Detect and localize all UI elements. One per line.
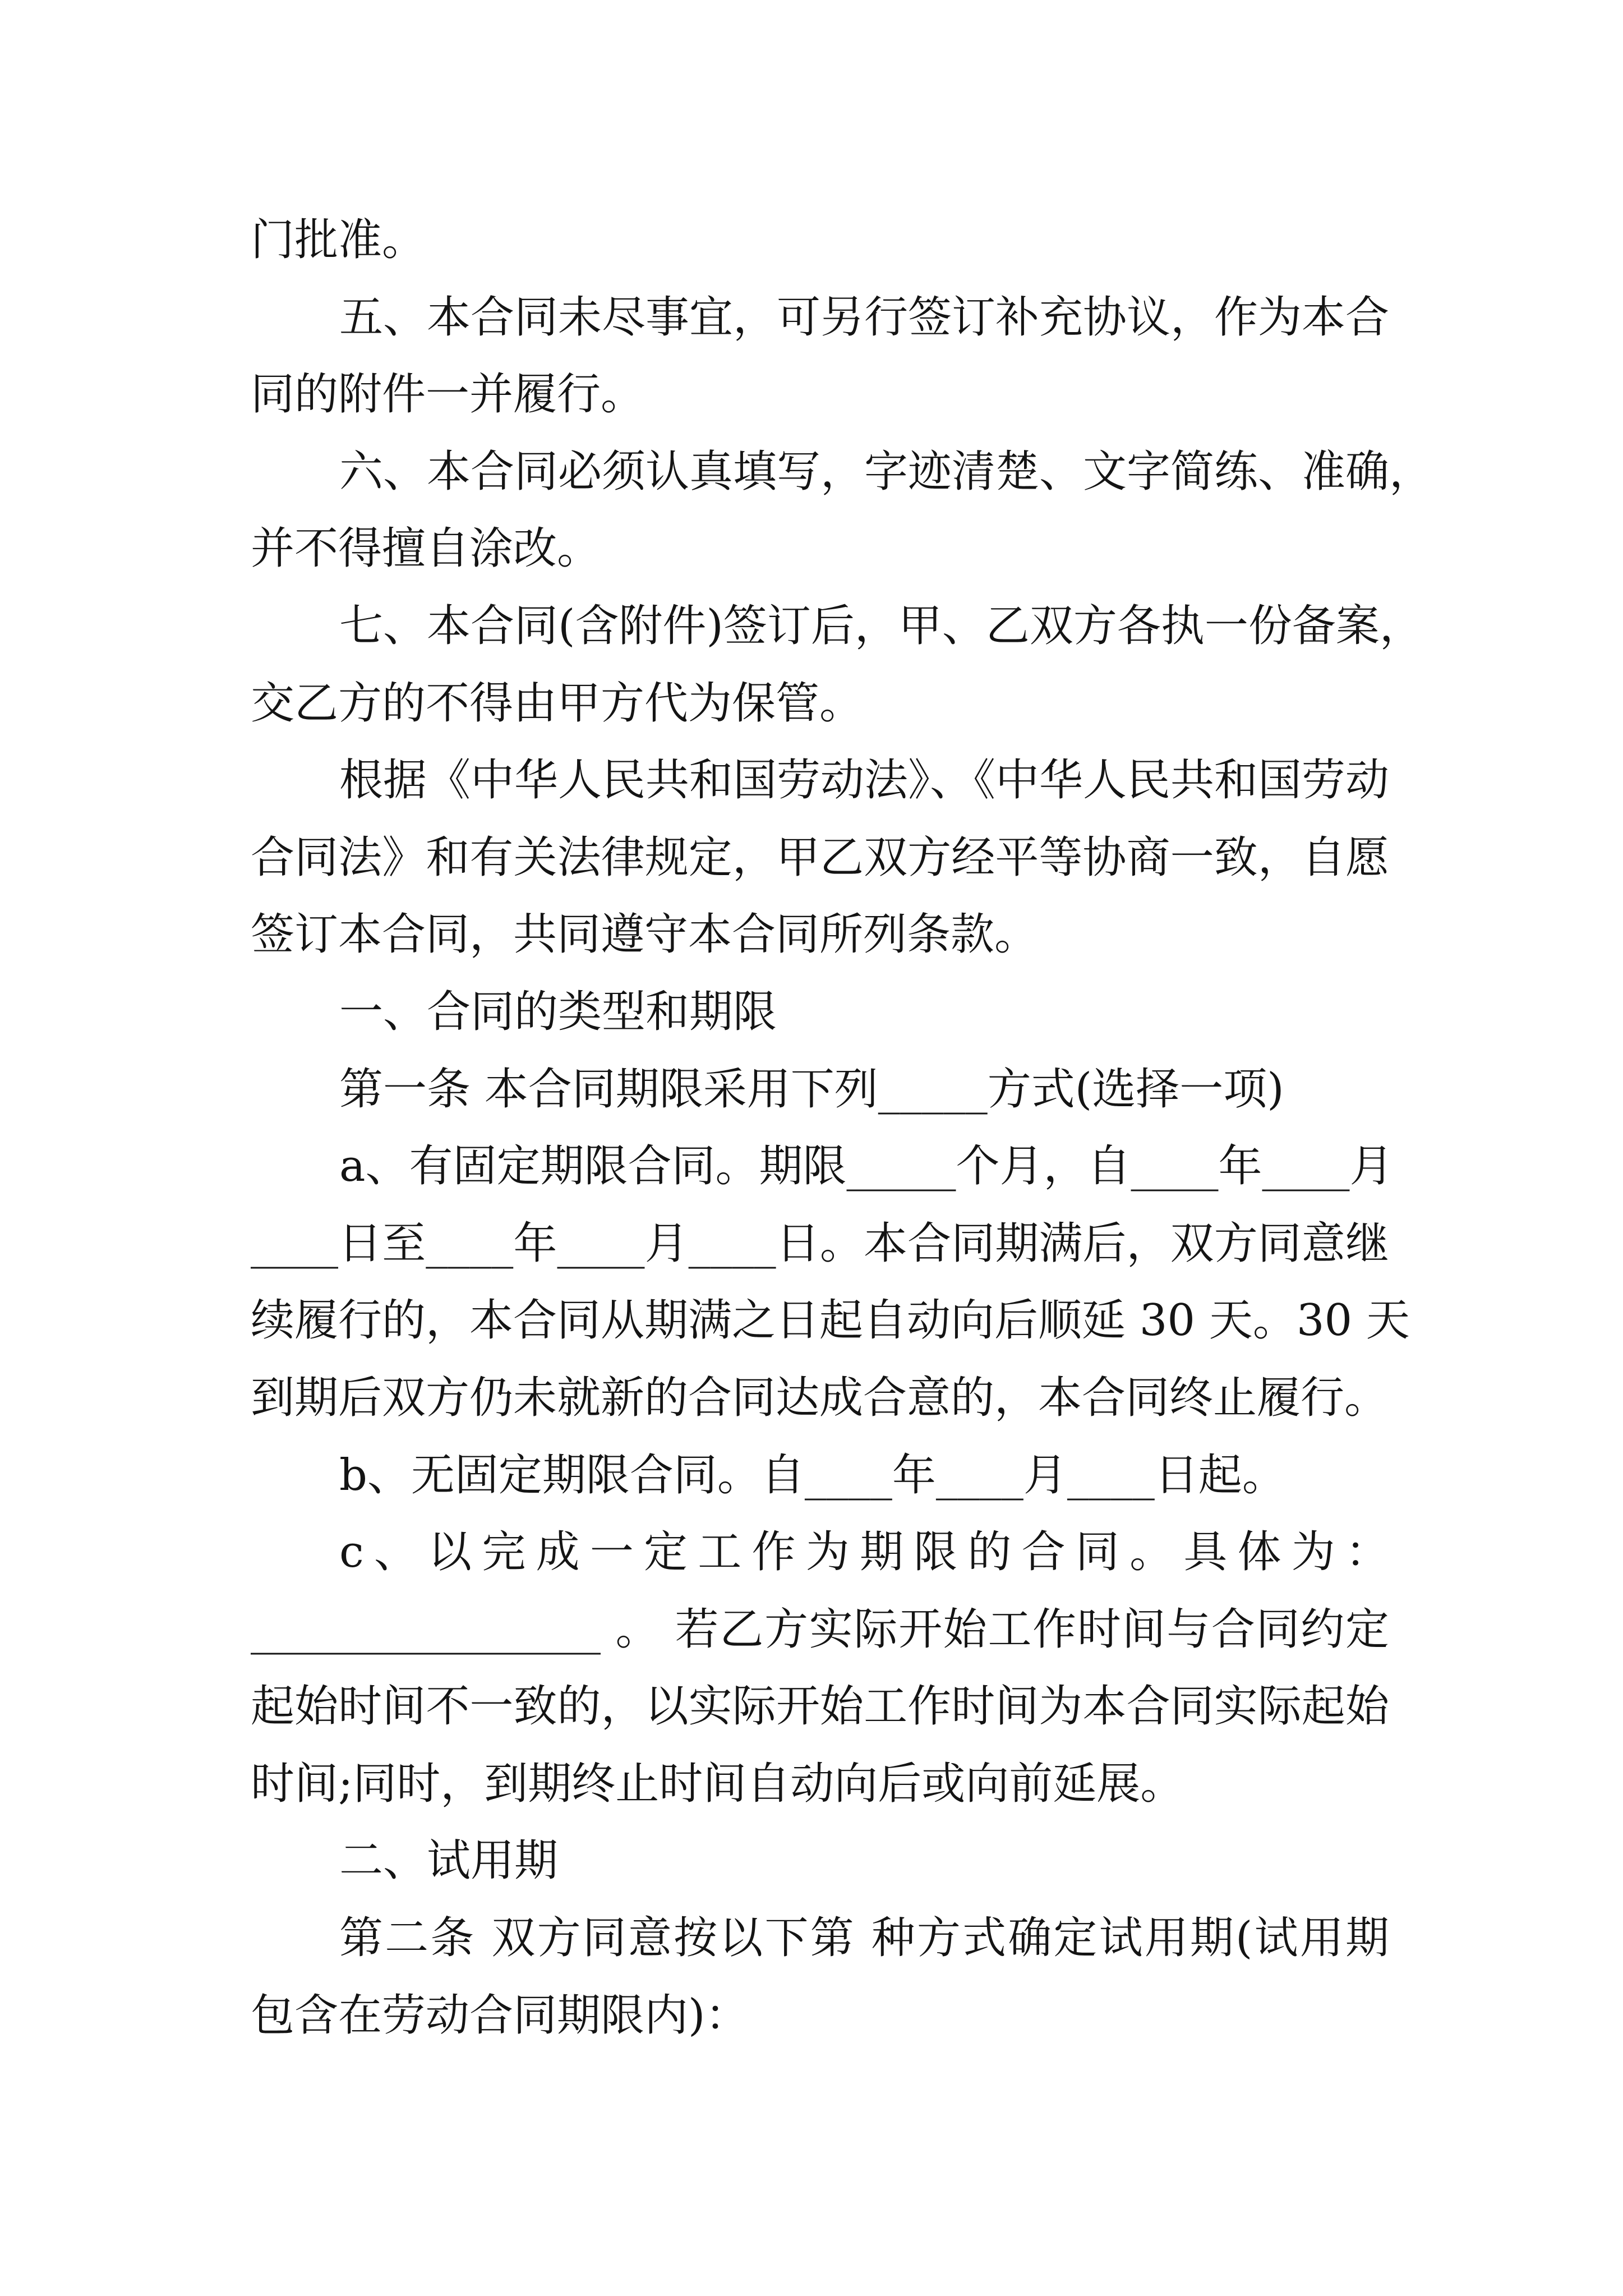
paragraph [251, 1128, 1410, 1437]
section-heading [251, 1823, 1389, 1900]
paragraph-line: 起始时间不一致的，以实际开始工作时间为本合同实际起始 [251, 1681, 1389, 1732]
paragraph [251, 1900, 1389, 2054]
paragraph-line: ________________ 。 若乙方实际开始工作时间与合同约定 [251, 1604, 1389, 1655]
section-heading [251, 974, 1389, 1051]
paragraph-line: 包含在劳动合同期限内)： [251, 1990, 749, 2041]
paragraph-line: 门批准。 [251, 215, 426, 265]
paragraph [251, 279, 1389, 434]
paragraph-line: 续履行的，本合同从期满之日起自动向后顺延 30 天。30 天 [251, 1295, 1410, 1346]
paragraph [251, 588, 1423, 742]
paragraph-line: ____日至____年____月____日。本合同期满后，双方同意继 [251, 1218, 1389, 1269]
paragraph-line: 签订本合同，共同遵守本合同所列条款。 [251, 909, 1039, 960]
paragraph-line: 五、本合同未尽事宜，可另行签订补充协议，作为本合 [339, 292, 1390, 343]
paragraph-line: 二、试用期 [339, 1835, 559, 1887]
paragraph-line: 并不得擅自涂改。 [251, 523, 601, 574]
paragraph-line: 交乙方的不得由甲方代为保管。 [251, 678, 864, 729]
paragraph-line: 六、本合同必须认真填写，字迹清楚、文字简练、准确， [339, 446, 1433, 497]
paragraph [251, 434, 1433, 588]
paragraph-line: c、以完成一定工作为期限的合同。具体为： [339, 1527, 1389, 1578]
paragraph-line: b、无固定期限合同。自____年____月____日起。 [339, 1450, 1286, 1501]
paragraph [251, 742, 1389, 974]
paragraph-line: 时间;同时，到期终止时间自动向后或向前延展。 [251, 1758, 1184, 1809]
paragraph-line: 同的附件一并履行。 [251, 369, 645, 420]
paragraph-line: 到期后双方仍未就新的合同达成合意的，本合同终止履行。 [251, 1372, 1389, 1423]
paragraph [251, 202, 1389, 279]
paragraph-line: 第一条 本合同期限采用下列_____方式(选择一项) [339, 1064, 1284, 1115]
paragraph-line: 七、本合同(含附件)签订后，甲、乙双方各执一份备案， [339, 600, 1423, 651]
paragraph-line: 根据《中华人民共和国劳动法》、《中华人民共和国劳动 [339, 755, 1390, 806]
paragraph-line: a、有固定期限合同。期限_____个月，自____年____月 [339, 1141, 1394, 1192]
paragraph [251, 1051, 1389, 1129]
paragraph-line: 一、合同的类型和期限 [339, 986, 777, 1037]
paragraph-line: 合同法》和有关法律规定，甲乙双方经平等协商一致，自愿 [251, 832, 1389, 883]
document-body [251, 202, 1433, 2054]
paragraph [251, 1437, 1389, 1515]
paragraph [251, 1514, 1389, 1823]
paragraph-line: 第二条 双方同意按以下第 种方式确定试用期(试用期 [339, 1913, 1389, 1964]
